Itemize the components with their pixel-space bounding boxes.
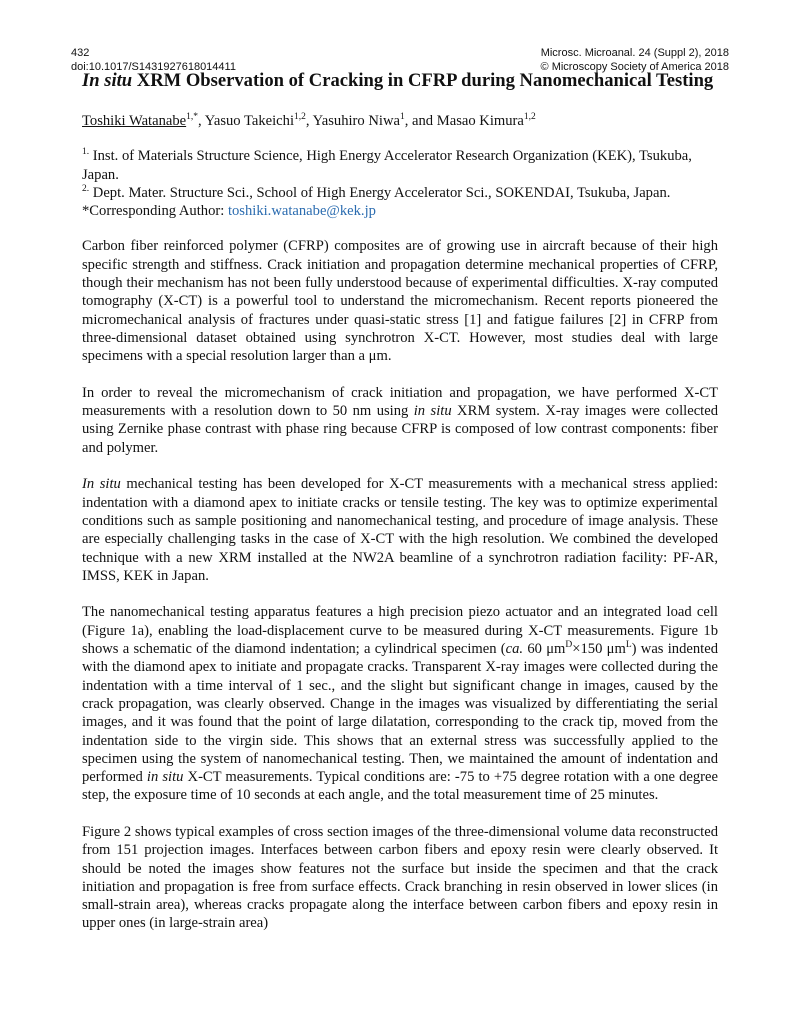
author-name: Yasuo Takeichi	[204, 113, 295, 129]
paragraph-3	[82, 475, 718, 585]
title-italic: In situ	[82, 70, 133, 91]
paper-title	[82, 70, 722, 92]
paragraph-1: Carbon fiber reinforced polymer (CFRP) composites are of growing use in aircraft because of their high specific strength and stiffness. Crack initiation and propagation determine mechanical properties of CFRP, though their mechanism has not been fully understood because of experimental difficulties. X-ray computed tomography (X-CT) is a powerful tool to understand the micromechanism. Recent reports pioneered the micromechanical analysis of fractures under quasi-static stress [1] and fatigue failures [2] in CFRP from three-dimensional dataset obtained using synchrotron X-CT. However, most studies deal with large specimens with a special resolution larger than a μm.	[82, 238, 718, 365]
superscript: L	[625, 640, 632, 651]
text-span: In order to reveal the micromechanism of crack initiation and propagation, we have performed X-CT measurements with a resolution down to 50 nm using	[82, 384, 718, 420]
title-rest: XRM Observation of Cracking in CFRP during Nanomechanical Testing	[132, 70, 714, 91]
affiliation-mark: 2.	[82, 184, 90, 195]
author-name: Masao Kimura	[436, 113, 524, 129]
doi: doi:10.1017/S1431927618014411	[71, 61, 236, 73]
italic-span: in situ	[146, 769, 184, 786]
italic-span: ca.	[505, 641, 524, 658]
copyright: © Microscopy Society of America 2018	[540, 61, 729, 73]
italic-span: In situ	[82, 476, 121, 493]
affiliation-text: Dept. Mater. Structure Sci., School of High Energy Accelerator Sci., SOKENDAI, Tsukuba, Japan.	[89, 184, 671, 201]
corresponding-author	[82, 202, 718, 220]
affiliation-1	[82, 147, 718, 184]
affiliations	[82, 147, 718, 220]
email-link[interactable]: toshiki.watanabe@kek.jp	[227, 203, 376, 220]
affiliation-text: Inst. of Materials Structure Science, High Energy Accelerator Research Organization (KEK), Tsukuba, Japan.	[82, 148, 692, 183]
author-sep: , and	[404, 113, 437, 129]
corresponding-label: *Corresponding Author:	[82, 203, 228, 220]
author-affil: 1,*	[186, 112, 198, 123]
author-sep: ,	[305, 113, 313, 129]
text-span: The nanomechanical testing apparatus features a high precision piezo actuator and an integrated load cell (Figure 1a), enabling the load-displacement curve to be measured during X-CT measurements. Figure 1b shows a schematic of the diamond indentation; a cylindrical specimen (	[82, 604, 718, 658]
superscript: D	[565, 640, 573, 651]
text-span: mechanical testing has been developed for X-CT measurements with a mechanical stress applied: indentation with a diamond apex to initiate cracks or tensile testing. The key was to optimize experimental conditions such as sample positioning and nanomechanical testing, and procedure of image analysis. These are especially challenging tasks in the case of X-CT with the high resolution. We combined the developed technique with a new XRM installed at the NW2A beamline of a synchrotron radiation facility: PF-AR, IMSS, KEK in Japan.	[82, 476, 719, 584]
author-list	[82, 112, 718, 130]
paragraph-5: Figure 2 shows typical examples of cross section images of the three-dimensional volume data reconstructed from 151 projection images. Interfaces between carbon fibers and epoxy resin were clearly observed. It should be noted the images show features not the surface but inside the specimen and that the crack initiation and propagation is free from surface effects. Crack branching in resin observed in lower slices (in small-strain area), whereas cracks propagate along the interface between carbon fibers and epoxy resin in upper ones (in large-strain area)	[82, 823, 718, 932]
text-span: 60 μm	[523, 641, 566, 658]
affiliation-mark: 1.	[82, 147, 90, 158]
author-sep: ,	[198, 113, 205, 129]
affiliation-2	[82, 184, 718, 202]
text-span: X-CT measurements. Typical conditions are: -75 to +75 degree rotation with a one degree step, the exposure time of 10 seconds at each angle, and the total measurement time of 25 minutes.	[82, 769, 718, 804]
page-number: 432	[71, 47, 90, 59]
author-name: Toshiki Watanabe	[82, 113, 187, 129]
author-affil: 1,2	[294, 112, 306, 123]
italic-span: in situ	[413, 403, 452, 420]
author-affil: 1	[399, 112, 405, 123]
journal-citation: Microsc. Microanal. 24 (Suppl 2), 2018	[540, 47, 729, 59]
text-span: XRM system. X-ray images were collected using Zernike phase contrast with phase ring because CFRP is composed of low contrast components: fiber and polymer.	[82, 403, 719, 456]
author-affil: 1,2	[523, 112, 536, 123]
text-span: ×150 μm	[572, 641, 626, 658]
paragraph-2	[82, 384, 718, 457]
paper-body	[82, 112, 718, 951]
paragraph-4	[82, 603, 718, 804]
text-span: ) was indented with the diamond apex to initiate and propagate cracks. Transparent X-ray images were collected during the indentation with a time interval of 1 sec., and the slight but significant change in images, caused by the crack propagation, was clearly observed. Change in the images was visualized by differentiating the serial images, and it was found that the point of large dilatation, corresponding to the crack tip, moved from the indentation side to the virgin side. This shows that an external stress was successfully applied to the specimen using the system of nanomechanical testing. Then, we maintained the amount of indentation and performed	[82, 641, 719, 786]
author-name: Yasuhiro Niwa	[312, 113, 400, 129]
